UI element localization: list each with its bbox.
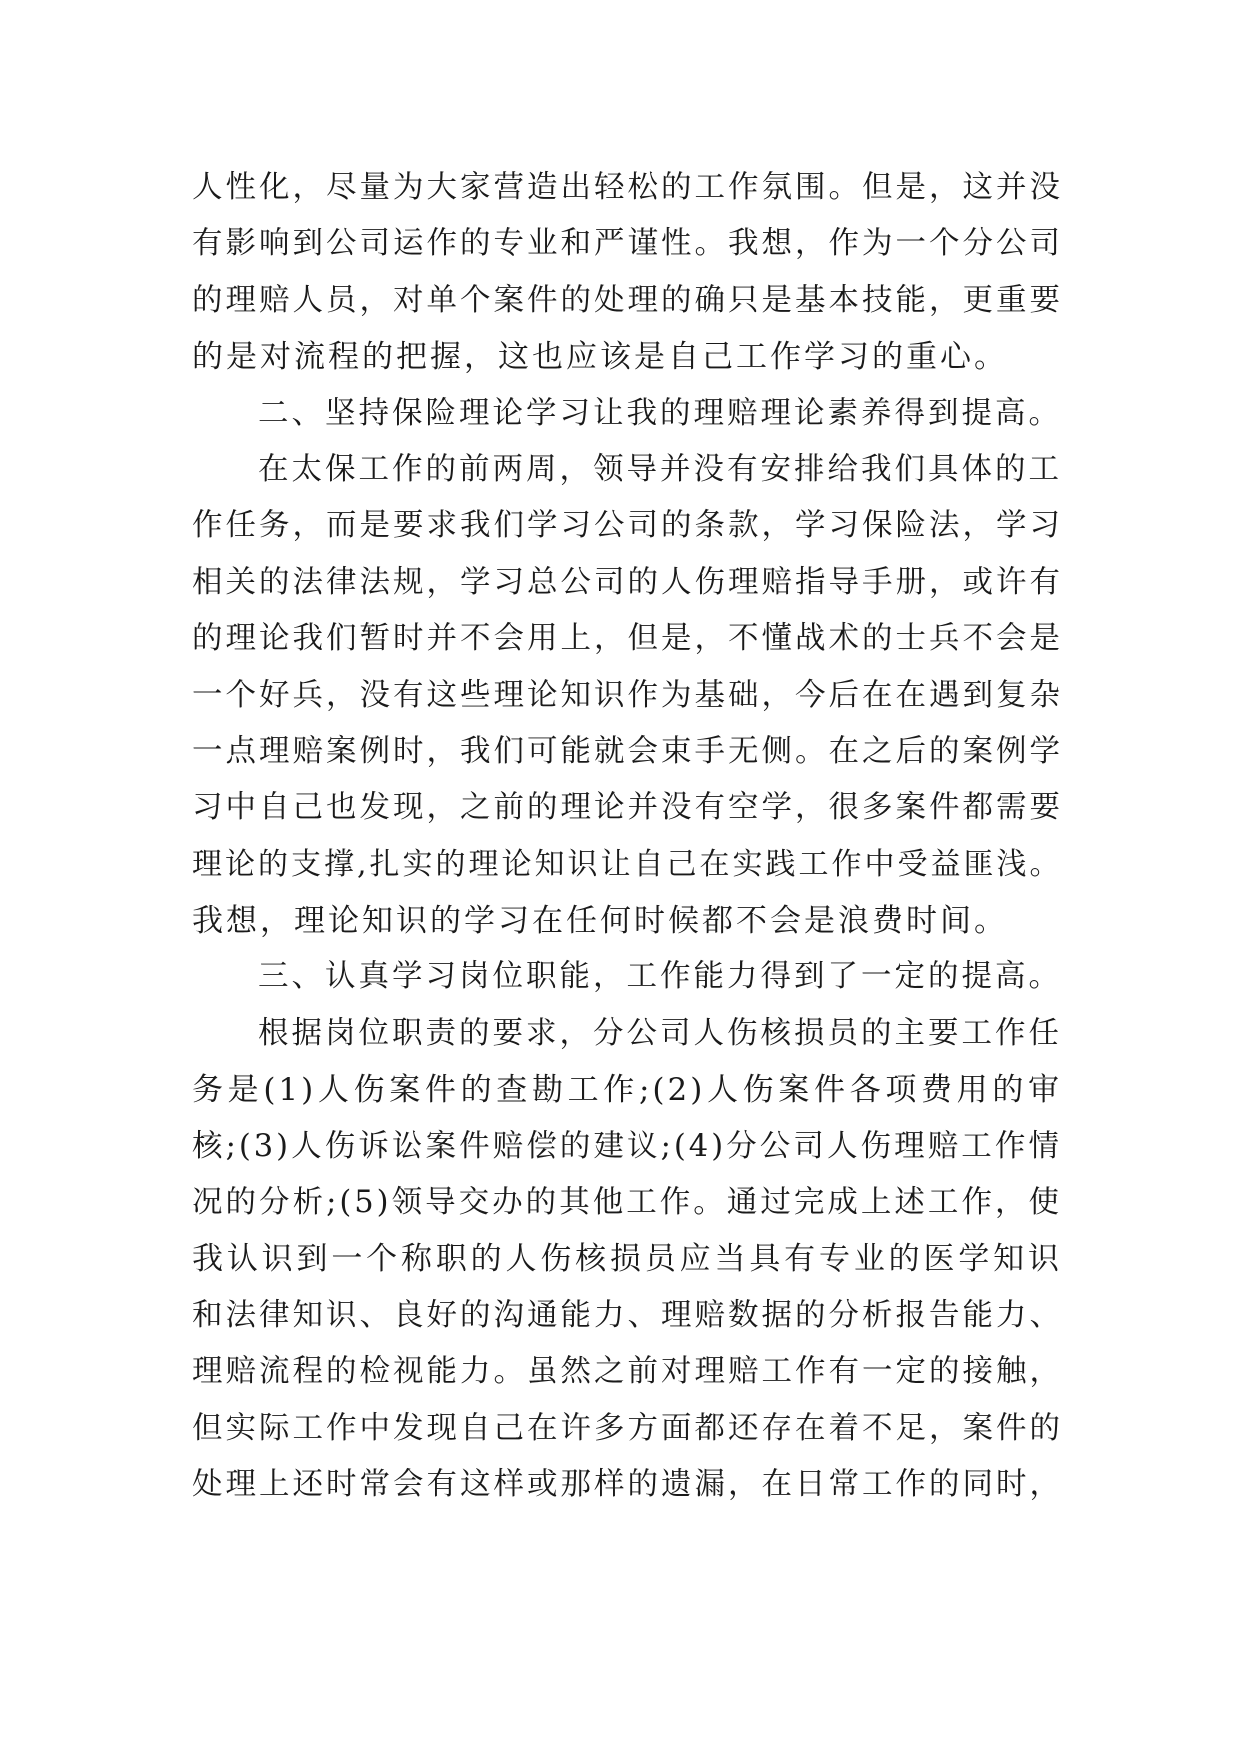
text-line: 的是对流程的把握，这也应该是自己工作学习的重心。 [192, 339, 1008, 376]
text-line: 人性化，尽量为大家营造出轻松的工作氛围。但是，这并没 [192, 170, 1063, 205]
text-line: 在太保工作的前两周，领导并没有安排给我们具体的工 [258, 451, 1062, 487]
text-line: 我想，理论知识的学习在任何时候都不会是浪费时间。 [192, 903, 1008, 940]
text-line: 理赔流程的检视能力。虽然之前对理赔工作有一定的接触， [192, 1354, 1063, 1390]
text-line: 习中自己也发现，之前的理论并没有空学，很多案件都需要 [192, 790, 1063, 826]
text-line: 务是(1)人伤案件的查勘工作;(2)人伤案件各项费用的审 [192, 1072, 1062, 1109]
text-line: 根据岗位职责的要求，分公司人伤核损员的主要工作任 [258, 1015, 1062, 1051]
text-line: 作任务，而是要求我们学习公司的条款，学习保险法，学习 [192, 508, 1063, 544]
text-line: 核;(3)人伤诉讼案件赔偿的建议;(4)分公司人伤理赔工作情 [192, 1128, 1062, 1164]
section-heading: 三、认真学习岗位职能，工作能力得到了一定的提高。 [258, 959, 1062, 995]
text-line: 的理赔人员，对单个案件的处理的确只是基本技能，更重要 [192, 282, 1063, 318]
text-line: 我认识到一个称职的人伤核损员应当具有专业的医学知识 [192, 1241, 1062, 1278]
text-line: 相关的法律法规，学习总公司的人伤理赔指导手册，或许有 [192, 564, 1063, 600]
text-line: 一点理赔案例时，我们可能就会束手无侧。在之后的案例学 [192, 733, 1063, 769]
text-line: 有影响到公司运作的专业和严谨性。我想，作为一个分公司 [192, 226, 1063, 262]
text-line: 和法律知识、良好的沟通能力、理赔数据的分析报告能力、 [192, 1297, 1063, 1333]
body-text [192, 160, 1062, 1513]
text-line: 况的分析;(5)领导交办的其他工作。通过完成上述工作，使 [192, 1185, 1062, 1221]
text-line: 一个好兵，没有这些理论知识作为基础，今后在在遇到复杂 [192, 677, 1063, 713]
text-line: 但实际工作中发现自己在许多方面都还存在着不足，案件的 [192, 1410, 1063, 1446]
text-line: 处理上还时常会有这样或那样的遗漏，在日常工作的同时， [192, 1466, 1063, 1502]
section-heading: 二、坚持保险理论学习让我的理赔理论素养得到提高。 [258, 395, 1062, 431]
text-line: 的理论我们暂时并不会用上，但是，不懂战术的士兵不会是 [192, 621, 1063, 657]
text-line: 理论的支撑,扎实的理论知识让自己在实践工作中受益匪浅。 [192, 846, 1063, 882]
